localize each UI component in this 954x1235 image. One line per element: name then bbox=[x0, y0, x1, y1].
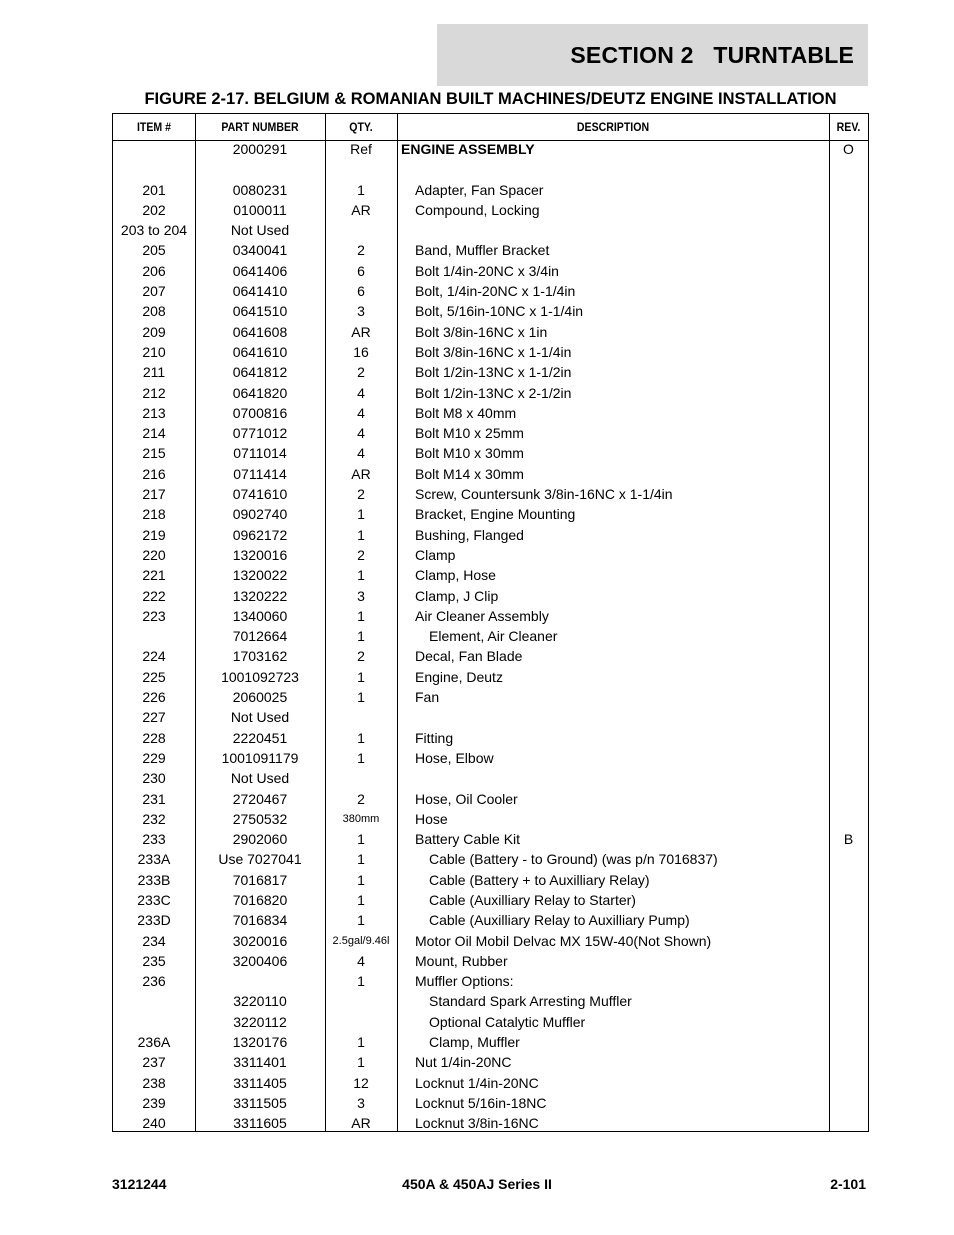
item-cell: 213 bbox=[142, 404, 166, 421]
description-cell: Bolt, 1/4in-20NC x 1-1/4in bbox=[415, 283, 576, 300]
footer-model: 450A & 450AJ Series II bbox=[402, 1176, 552, 1192]
table-row bbox=[113, 1113, 868, 1133]
table-row bbox=[113, 565, 868, 585]
description-cell: Bolt 1/2in-13NC x 1-1/2in bbox=[415, 364, 572, 381]
part-number-cell: 0080231 bbox=[232, 181, 288, 198]
table-row bbox=[113, 545, 868, 565]
description-cell: Locknut 1/4in-20NC bbox=[415, 1074, 539, 1091]
part-number-cell: 7016820 bbox=[232, 891, 288, 908]
table-row bbox=[113, 322, 868, 342]
description-cell: Battery Cable Kit bbox=[415, 831, 521, 848]
item-cell: 226 bbox=[142, 689, 166, 706]
description-cell: Fan bbox=[415, 689, 440, 706]
item-cell: 219 bbox=[142, 526, 166, 543]
description-cell: Locknut 3/8in-16NC bbox=[415, 1115, 539, 1132]
item-cell: 203 to 204 bbox=[120, 222, 188, 239]
qty-cell: AR bbox=[351, 323, 371, 340]
item-cell: 208 bbox=[142, 303, 166, 320]
part-number-cell: 0641812 bbox=[232, 364, 288, 381]
table-row bbox=[113, 403, 868, 423]
table-row bbox=[113, 464, 868, 484]
table-row bbox=[113, 443, 868, 463]
column-header-rev: REV. bbox=[836, 120, 861, 134]
table-body bbox=[113, 139, 868, 1134]
table-row bbox=[113, 159, 868, 179]
description-cell: Bolt M10 x 30mm bbox=[415, 445, 524, 462]
table-row bbox=[113, 768, 868, 788]
item-cell: 233 bbox=[142, 831, 166, 848]
table-row bbox=[113, 281, 868, 301]
qty-cell: 3 bbox=[357, 1094, 365, 1111]
column-header-part-number: PART NUMBER bbox=[221, 120, 299, 134]
description-cell: Compound, Locking bbox=[415, 201, 540, 218]
item-cell: 233C bbox=[137, 891, 171, 908]
table-row bbox=[113, 1052, 868, 1072]
column-header-qty: QTY. bbox=[349, 120, 373, 134]
part-number-cell: 1340060 bbox=[232, 607, 288, 624]
item-cell: 209 bbox=[142, 323, 166, 340]
table-row bbox=[113, 870, 868, 890]
table-row bbox=[113, 484, 868, 504]
part-number-cell: 1320222 bbox=[232, 587, 288, 604]
part-number-cell: 1320022 bbox=[232, 567, 288, 584]
item-cell: 211 bbox=[142, 364, 166, 381]
part-number-cell: 0340041 bbox=[232, 242, 288, 259]
qty-cell: 12 bbox=[353, 1074, 369, 1091]
table-row bbox=[113, 748, 868, 768]
description-cell: Bolt M10 x 25mm bbox=[415, 425, 524, 442]
item-cell: 210 bbox=[142, 343, 166, 360]
part-number-cell: 3020016 bbox=[232, 932, 288, 949]
qty-cell: 4 bbox=[357, 425, 365, 442]
item-cell: 212 bbox=[142, 384, 166, 401]
table-row bbox=[113, 342, 868, 362]
table-row bbox=[113, 890, 868, 910]
description-cell: Cable (Auxilliary Relay to Starter) bbox=[429, 891, 636, 908]
figure-title: FIGURE 2-17. BELGIUM & ROMANIAN BUILT MACHINES/DEUTZ ENGINE INSTALLATION bbox=[144, 90, 837, 108]
item-cell: 222 bbox=[142, 587, 166, 604]
item-cell: 205 bbox=[142, 242, 166, 259]
part-number-cell: 3311401 bbox=[233, 1054, 287, 1071]
table-row bbox=[113, 606, 868, 626]
part-number-cell: 0741610 bbox=[232, 486, 288, 503]
qty-cell: 6 bbox=[357, 283, 365, 300]
description-cell: Clamp, J Clip bbox=[415, 587, 499, 604]
qty-cell: 4 bbox=[357, 384, 365, 401]
description-cell: Bushing, Flanged bbox=[415, 526, 524, 543]
part-number-cell: 0100011 bbox=[233, 201, 287, 218]
table-row bbox=[113, 525, 868, 545]
footer-page-number: 2-101 bbox=[830, 1176, 866, 1192]
qty-cell: 3 bbox=[357, 303, 365, 320]
item-cell: 238 bbox=[142, 1074, 166, 1091]
part-number-cell: 1320176 bbox=[232, 1034, 288, 1051]
qty-cell: 2 bbox=[357, 364, 365, 381]
qty-cell: 1 bbox=[357, 1034, 365, 1051]
description-cell: Element, Air Cleaner bbox=[429, 628, 558, 645]
item-cell: 231 bbox=[142, 790, 166, 807]
qty-cell: 4 bbox=[357, 952, 365, 969]
qty-cell: 2 bbox=[357, 790, 365, 807]
description-cell: Hose, Elbow bbox=[415, 749, 494, 766]
description-cell: Motor Oil Mobil Delvac MX 15W-40(Not Shown) bbox=[415, 932, 712, 949]
qty-cell: 1 bbox=[357, 607, 365, 624]
description-cell: Optional Catalytic Muffler bbox=[429, 1013, 586, 1030]
description-cell: Clamp, Muffler bbox=[429, 1034, 520, 1051]
qty-cell: 2 bbox=[357, 242, 365, 259]
description-cell: Mount, Rubber bbox=[415, 952, 508, 969]
description-cell: Band, Muffler Bracket bbox=[415, 242, 550, 259]
table-row bbox=[113, 1012, 868, 1032]
qty-cell: 1 bbox=[357, 506, 365, 523]
item-cell: 220 bbox=[142, 546, 166, 563]
part-number-cell: 3200406 bbox=[232, 952, 288, 969]
qty-cell: 1 bbox=[357, 891, 365, 908]
part-number-cell: 7016817 bbox=[232, 871, 288, 888]
part-number-cell: 2750532 bbox=[232, 810, 288, 827]
qty-cell: 1 bbox=[357, 181, 365, 198]
item-cell: 221 bbox=[142, 567, 166, 584]
item-cell: 233B bbox=[137, 871, 171, 888]
qty-cell: 1 bbox=[357, 526, 365, 543]
table-row bbox=[113, 789, 868, 809]
qty-cell: 2 bbox=[357, 648, 365, 665]
qty-cell: AR bbox=[351, 1115, 371, 1132]
qty-cell: 2 bbox=[357, 546, 365, 563]
description-cell: Bolt 3/8in-16NC x 1in bbox=[415, 323, 548, 340]
item-cell: 229 bbox=[142, 749, 166, 766]
qty-cell: 16 bbox=[353, 343, 369, 360]
table-row bbox=[113, 220, 868, 240]
item-cell: 202 bbox=[142, 201, 166, 218]
qty-cell: 1 bbox=[357, 689, 365, 706]
part-number-cell: 0711414 bbox=[233, 465, 287, 482]
item-cell: 227 bbox=[142, 709, 166, 726]
table-row bbox=[113, 991, 868, 1011]
item-cell: 235 bbox=[142, 952, 166, 969]
description-cell: Hose bbox=[415, 810, 448, 827]
part-number-cell: 0641820 bbox=[232, 384, 288, 401]
qty-cell: AR bbox=[351, 465, 371, 482]
description-cell: ENGINE ASSEMBLY bbox=[401, 141, 535, 157]
part-number-cell: 0700816 bbox=[232, 404, 288, 421]
part-number-cell: 0771012 bbox=[232, 425, 288, 442]
table-row bbox=[113, 951, 868, 971]
part-number-cell: Not Used bbox=[230, 770, 290, 787]
table-row bbox=[113, 383, 868, 403]
description-cell: Bolt 1/2in-13NC x 2-1/2in bbox=[415, 384, 572, 401]
description-cell: Air Cleaner Assembly bbox=[415, 607, 549, 624]
table-row bbox=[113, 301, 868, 321]
part-number-cell: 0641406 bbox=[232, 262, 288, 279]
description-cell: Bolt 1/4in-20NC x 3/4in bbox=[415, 262, 559, 279]
description-cell: Muffler Options: bbox=[415, 973, 514, 990]
column-header-item: ITEM # bbox=[136, 120, 172, 134]
item-cell: 217 bbox=[142, 486, 166, 503]
part-number-cell: 3311605 bbox=[233, 1115, 287, 1132]
qty-cell: 1 bbox=[357, 912, 365, 929]
description-cell: Bolt 3/8in-16NC x 1-1/4in bbox=[415, 343, 572, 360]
qty-cell: 1 bbox=[357, 973, 365, 990]
part-number-cell: 7012664 bbox=[232, 628, 288, 645]
part-number-cell: 0711014 bbox=[233, 445, 287, 462]
item-cell: 233D bbox=[137, 912, 171, 929]
qty-cell: 1 bbox=[357, 567, 365, 584]
rev-cell: O bbox=[843, 141, 854, 157]
part-number-cell: 2220451 bbox=[232, 729, 288, 746]
table-row bbox=[113, 586, 868, 606]
part-number-cell: 3311405 bbox=[233, 1074, 287, 1091]
description-cell: Bolt M8 x 40mm bbox=[415, 404, 517, 421]
item-cell: 215 bbox=[142, 445, 166, 462]
qty-cell: 1 bbox=[357, 628, 365, 645]
qty-cell: 1 bbox=[357, 1054, 365, 1071]
section-header bbox=[437, 24, 868, 86]
item-cell: 228 bbox=[142, 729, 166, 746]
item-cell: 237 bbox=[142, 1054, 166, 1071]
table-row bbox=[113, 180, 868, 200]
item-cell: 240 bbox=[142, 1115, 166, 1132]
qty-cell: 4 bbox=[357, 404, 365, 421]
part-number-cell: 3220112 bbox=[233, 1013, 287, 1030]
item-cell: 234 bbox=[142, 932, 166, 949]
description-cell: Nut 1/4in-20NC bbox=[415, 1054, 512, 1071]
part-number-cell: 0962172 bbox=[232, 526, 288, 543]
description-cell: Bolt M14 x 30mm bbox=[415, 465, 524, 482]
part-number-cell: Not Used bbox=[230, 709, 290, 726]
item-cell: 218 bbox=[142, 506, 166, 523]
item-cell: 224 bbox=[142, 648, 166, 665]
qty-cell: 3 bbox=[357, 587, 365, 604]
table-row bbox=[113, 240, 868, 260]
item-cell: 225 bbox=[142, 668, 166, 685]
table-row bbox=[113, 423, 868, 443]
item-cell: 214 bbox=[142, 425, 166, 442]
part-number-cell: 1703162 bbox=[232, 648, 288, 665]
item-cell: 223 bbox=[142, 607, 166, 624]
description-cell: Screw, Countersunk 3/8in-16NC x 1-1/4in bbox=[415, 486, 673, 503]
table-row bbox=[113, 667, 868, 687]
part-number-cell: 2902060 bbox=[232, 831, 288, 848]
description-cell: Bolt, 5/16in-10NC x 1-1/4in bbox=[415, 303, 584, 320]
table-row bbox=[113, 849, 868, 869]
qty-cell: 6 bbox=[357, 262, 365, 279]
item-cell: 206 bbox=[142, 262, 166, 279]
table-row bbox=[113, 139, 868, 159]
item-cell: 239 bbox=[142, 1094, 166, 1111]
description-cell: Cable (Battery - to Ground) (was p/n 7016837) bbox=[429, 851, 718, 868]
qty-cell: 380mm bbox=[342, 812, 380, 825]
part-number-cell: 7016834 bbox=[232, 912, 288, 929]
part-number-cell: Not Used bbox=[230, 222, 290, 239]
description-cell: Hose, Oil Cooler bbox=[415, 790, 518, 807]
table-row bbox=[113, 707, 868, 727]
table-row bbox=[113, 931, 868, 951]
part-number-cell: 2720467 bbox=[232, 790, 288, 807]
description-cell: Clamp bbox=[415, 546, 456, 563]
item-cell: 207 bbox=[142, 283, 166, 300]
column-header-description: DESCRIPTION bbox=[576, 120, 650, 134]
parts-table bbox=[112, 113, 869, 1132]
section-title: SECTION 2 TURNTABLE bbox=[570, 42, 854, 68]
description-cell: Fitting bbox=[415, 729, 454, 746]
table-row bbox=[113, 809, 868, 829]
description-cell: Clamp, Hose bbox=[415, 567, 496, 584]
table-row bbox=[113, 504, 868, 524]
description-cell: Cable (Battery + to Auxilliary Relay) bbox=[429, 871, 650, 888]
table-row bbox=[113, 829, 868, 849]
part-number-cell: 0641410 bbox=[232, 283, 288, 300]
table-row bbox=[113, 687, 868, 707]
description-cell: Engine, Deutz bbox=[415, 668, 503, 685]
qty-cell: 1 bbox=[357, 668, 365, 685]
table-row bbox=[113, 971, 868, 991]
description-cell: Locknut 5/16in-18NC bbox=[415, 1094, 547, 1111]
qty-cell: 1 bbox=[357, 851, 365, 868]
item-cell: 230 bbox=[142, 770, 166, 787]
qty-cell: 1 bbox=[357, 749, 365, 766]
item-cell: 201 bbox=[142, 181, 166, 198]
part-number-cell: Use 7027041 bbox=[218, 851, 302, 868]
part-number-cell: 2000291 bbox=[232, 141, 288, 157]
qty-cell: AR bbox=[351, 201, 371, 218]
qty-cell: 1 bbox=[357, 729, 365, 746]
table-row bbox=[113, 200, 868, 220]
item-cell: 216 bbox=[142, 465, 166, 482]
part-number-cell: 0641510 bbox=[232, 303, 288, 320]
rev-cell: B bbox=[843, 831, 854, 848]
table-row bbox=[113, 626, 868, 646]
part-number-cell: 1001091179 bbox=[221, 749, 299, 766]
table-row bbox=[113, 1093, 868, 1113]
part-number-cell: 3311505 bbox=[233, 1094, 287, 1111]
description-cell: Decal, Fan Blade bbox=[415, 648, 523, 665]
table-row bbox=[113, 1073, 868, 1093]
table-row bbox=[113, 910, 868, 930]
part-number-cell: 1320016 bbox=[232, 546, 288, 563]
part-number-cell: 3220110 bbox=[233, 993, 287, 1010]
qty-cell: 1 bbox=[357, 831, 365, 848]
part-number-cell: 0641608 bbox=[232, 323, 288, 340]
qty-cell: Ref bbox=[350, 141, 372, 157]
description-cell: Cable (Auxilliary Relay to Auxilliary Pump) bbox=[429, 912, 690, 929]
part-number-cell: 0902740 bbox=[232, 506, 288, 523]
table-row bbox=[113, 362, 868, 382]
qty-cell: 4 bbox=[357, 445, 365, 462]
table-row bbox=[113, 1032, 868, 1052]
description-cell: Standard Spark Arresting Muffler bbox=[429, 993, 632, 1010]
qty-cell: 2 bbox=[357, 486, 365, 503]
item-cell: 233A bbox=[137, 851, 171, 868]
table-row bbox=[113, 261, 868, 281]
part-number-cell: 0641610 bbox=[232, 343, 288, 360]
part-number-cell: 1001092723 bbox=[221, 668, 299, 685]
item-cell: 236A bbox=[137, 1034, 171, 1051]
description-cell: Adapter, Fan Spacer bbox=[415, 181, 544, 198]
qty-cell: 2.5gal/9.46l bbox=[332, 934, 390, 947]
item-cell: 232 bbox=[142, 810, 166, 827]
table-row bbox=[113, 646, 868, 666]
footer-doc-number: 3121244 bbox=[112, 1176, 167, 1192]
table-row bbox=[113, 728, 868, 748]
description-cell: Bracket, Engine Mounting bbox=[415, 506, 576, 523]
item-cell: 236 bbox=[142, 973, 166, 990]
part-number-cell: 2060025 bbox=[232, 689, 288, 706]
qty-cell: 1 bbox=[357, 871, 365, 888]
